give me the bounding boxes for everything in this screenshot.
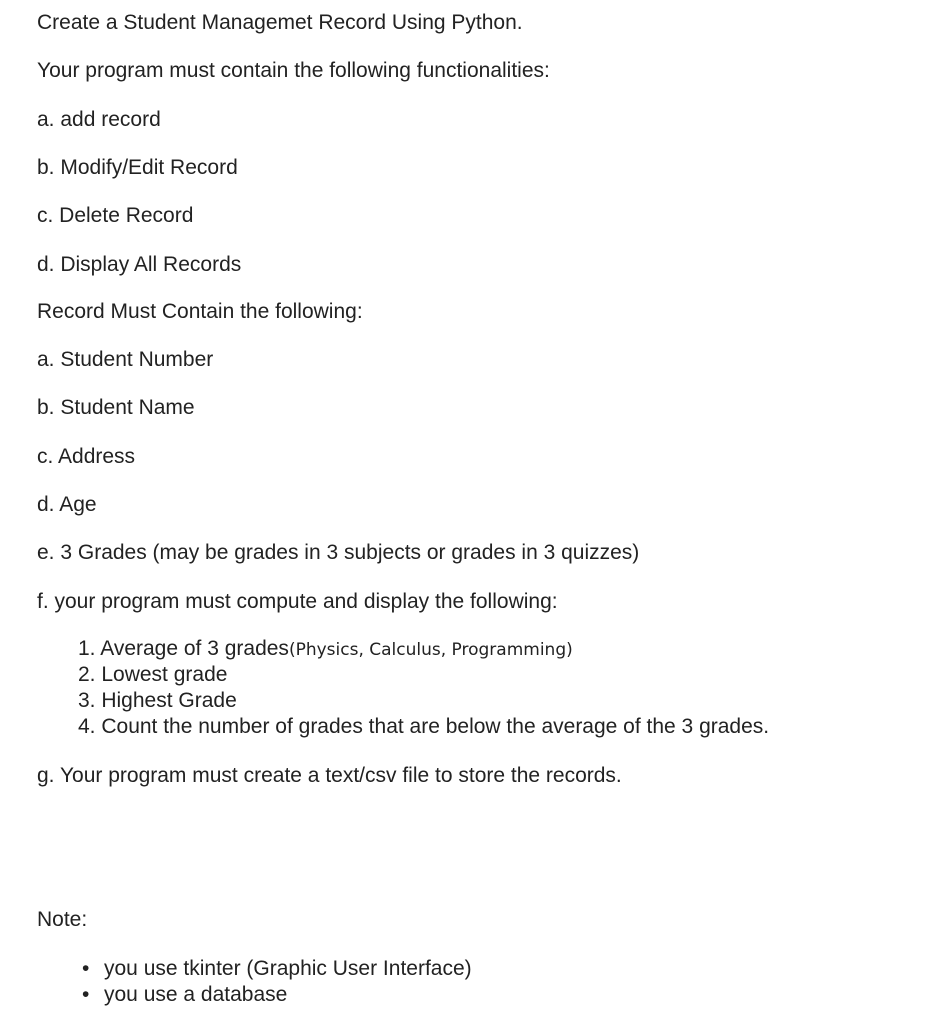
storage-requirement: g. Your program must create a text/csv file to store the records. — [37, 764, 622, 787]
notes-list — [82, 956, 472, 1008]
record-field-item: f. your program must compute and display the following: — [37, 590, 558, 613]
compute-item-text: 4. Count the number of grades that are below the average of the 3 grades. — [78, 715, 770, 738]
record-field-item: c. Address — [37, 445, 136, 468]
bullet-icon: • — [82, 957, 90, 980]
compute-item — [78, 636, 769, 662]
note-item-text: you use tkinter (Graphic User Interface) — [104, 957, 472, 980]
note-item — [82, 956, 472, 982]
functionalities-intro: Your program must contain the following functionalities: — [37, 59, 550, 82]
bullet-icon: • — [82, 983, 90, 1006]
record-field-item: a. Student Number — [37, 348, 214, 371]
functionality-item: c. Delete Record — [37, 204, 194, 227]
note-item — [82, 982, 472, 1008]
functionality-item: b. Modify/Edit Record — [37, 156, 238, 179]
note-label: Note: — [37, 908, 88, 931]
compute-item — [78, 688, 769, 714]
functionality-item: d. Display All Records — [37, 253, 242, 276]
note-item-text: you use a database — [104, 983, 288, 1006]
compute-item-note: (Physics, Calculus, Programming) — [288, 640, 573, 660]
functionality-item: a. add record — [37, 108, 161, 131]
compute-item-text: 2. Lowest grade — [78, 663, 228, 686]
record-intro: Record Must Contain the following: — [37, 300, 363, 323]
compute-item-text: 3. Highest Grade — [78, 689, 237, 712]
record-field-item: d. Age — [37, 493, 97, 516]
compute-item — [78, 662, 769, 688]
record-field-item: b. Student Name — [37, 396, 195, 419]
compute-list — [78, 636, 769, 740]
compute-item — [78, 714, 769, 740]
compute-item-text: 1. Average of 3 grades — [78, 637, 289, 660]
record-field-item: e. 3 Grades (may be grades in 3 subjects or grades in 3 quizzes) — [37, 541, 640, 564]
document-title: Create a Student Managemet Record Using Python. — [37, 11, 523, 34]
